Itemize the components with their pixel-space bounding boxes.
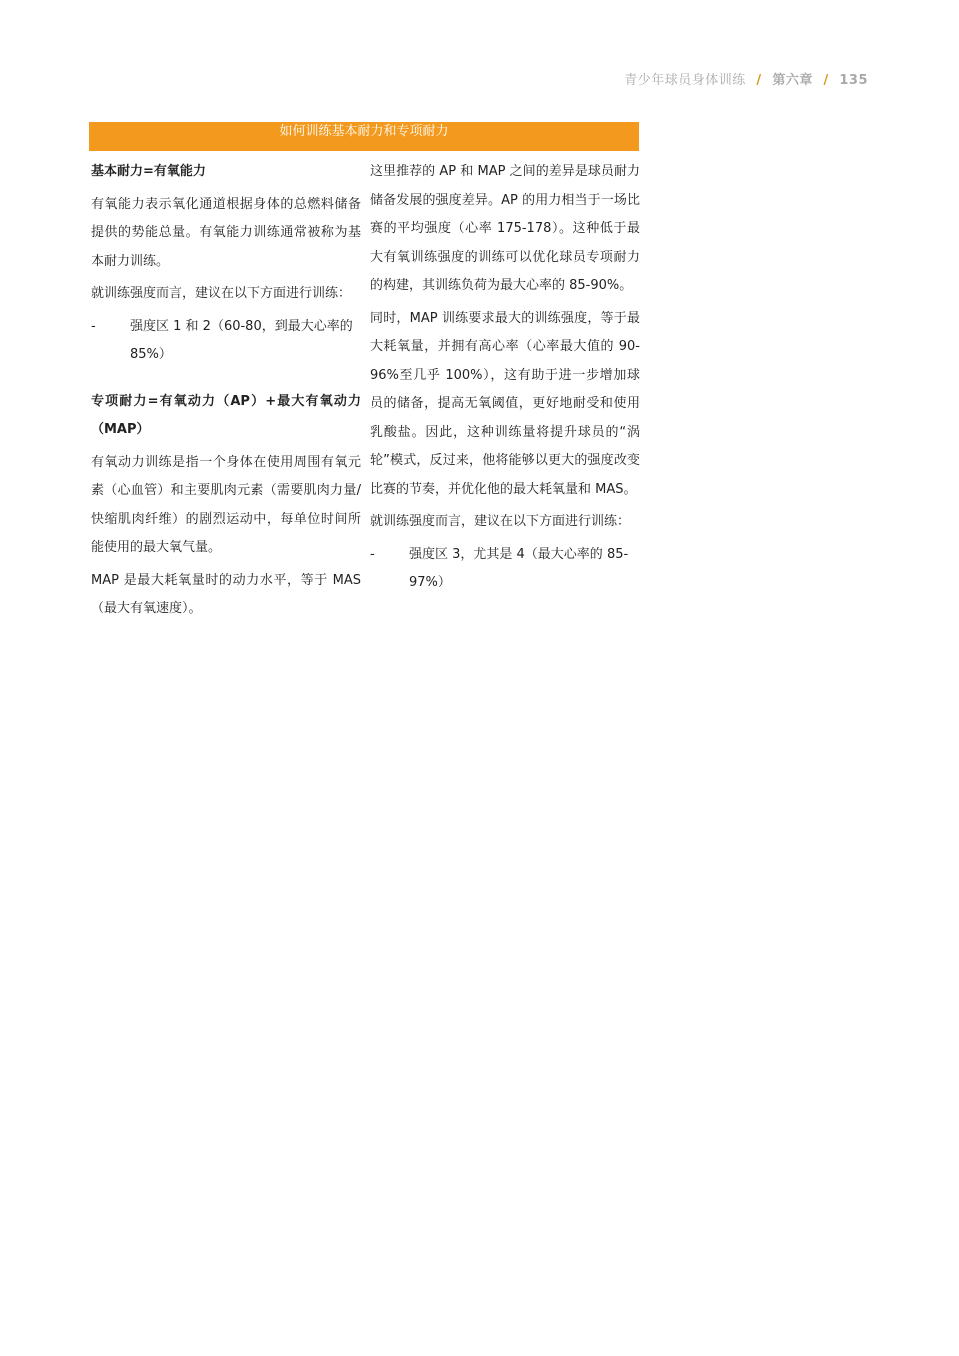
running-header [624, 69, 868, 88]
list-item-text: 强度区 3，尤其是 4（最大心率的 85-97%） [409, 546, 629, 590]
section-banner: 如何训练基本耐力和专项耐力 [89, 122, 639, 151]
header-separator: / [756, 73, 762, 88]
list-item [370, 541, 640, 598]
paragraph: 这里推荐的 AP 和 MAP 之间的差异是球员耐力储备发展的强度差异。AP 的用力相当于一场比赛的平均强度（心率 175-178）。这种低于最大有氧训练强度的训练可以优化球员专项耐力的构建，其训练负荷为最大心率的 85-90%。 [370, 164, 640, 293]
paragraph: 同时，MAP 训练要求最大的训练强度，等于最大耗氧量，并拥有高心率（心率最大值的 90-96%至几乎 100%），这有助于进一步增加球员的储备，提高无氧阈值，更好地耐受和使用乳酸盐。因此，这种训练量将提升球员的“涡轮”模式，反过来，他将能够以更大的强度改变比赛的节奏，并优化他的最大耗氧量和 MAS。 [370, 310, 640, 497]
heading-basic-endurance: 基本耐力=有氧能力 [91, 164, 206, 179]
paragraph: MAP 是最大耗氧量时的动力水平，等于 MAS（最大有氧速度）。 [91, 572, 361, 616]
paragraph: 就训练强度而言，建议在以下方面进行训练： [91, 286, 352, 301]
paragraph: 就训练强度而言，建议在以下方面进行训练： [370, 514, 631, 529]
list-item-text: 强度区 1 和 2（60-80，到最大心率的 85%） [130, 318, 353, 362]
paragraph: 有氧能力表示氧化通道根据身体的总燃料储备提供的势能总量。有氧能力训练通常被称为基本耐力训练。 [91, 196, 361, 269]
list-dash: - [91, 318, 96, 334]
right-column [370, 158, 640, 602]
list-item [91, 313, 361, 370]
list-dash: - [370, 546, 375, 562]
page-number: 135 [839, 73, 868, 88]
heading-special-endurance: 专项耐力=有氧动力（AP）+最大有氧动力（MAP） [91, 393, 361, 437]
chapter-label: 第六章 [772, 73, 813, 88]
header-separator-2: / [823, 73, 829, 88]
left-column [91, 158, 361, 628]
book-title: 青少年球员身体训练 [624, 73, 746, 88]
paragraph: 有氧动力训练是指一个身体在使用周围有氧元素（心血管）和主要肌肉元素（需要肌肉力量/快缩肌肉纤维）的剧烈运动中，每单位时间所能使用的最大氧气量。 [91, 454, 361, 555]
